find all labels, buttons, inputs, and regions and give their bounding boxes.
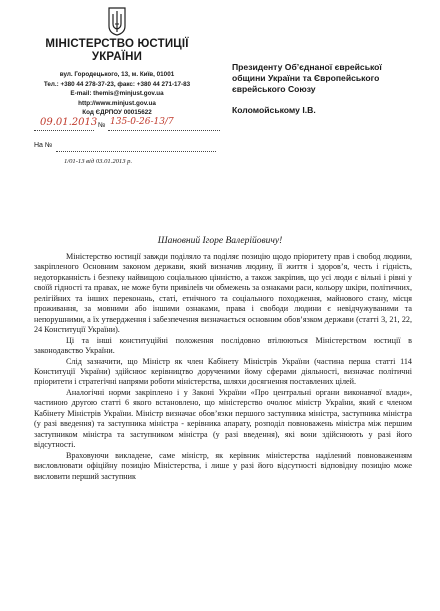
addressee-title-line: общини України та Європейського	[232, 73, 380, 83]
letterhead	[22, 6, 212, 118]
number-rule	[108, 130, 220, 131]
registration-date-number	[34, 117, 224, 134]
ministry-contacts	[22, 70, 212, 118]
number-label: №	[98, 122, 106, 129]
salutation: Шановний Ігоре Валерійовичу!	[157, 236, 283, 246]
ministry-email: E-mail: themis@minjust.gov.ua	[70, 90, 164, 98]
ministry-address: вул. Городецького, 13, м. Київ, 01001	[59, 71, 175, 78]
ministry-website: http://www.minjust.gov.ua	[78, 99, 156, 107]
addressee-title-line: Президенту Об’єднаної єврейської	[232, 62, 382, 72]
date-rule	[34, 130, 94, 131]
ministry-name: МІНІСТЕРСТВО ЮСТИЦІЇ УКРАЇНИ	[45, 38, 189, 63]
body-paragraph: Ці та інші конституційні положення послідовно втілюються Міністерством юстиції в законодавство України.	[34, 335, 412, 356]
ministry-edrpou-code: Код ЄДРПОУ 00015622	[82, 109, 152, 117]
reference-line	[34, 142, 224, 154]
body-paragraph: Міністерство юстиції завжди поділяло та поділяє позицію щодо пріоритету прав і свобод людини, закріпленого Основним законом держави, який визначив людину, її життя і здоров’я, честь і гідність, недоторканність і безпеку найвищою соціальною цінністю, а також закріпив, що усі люди є вільні і рівні у своїй гідності та правах, не може бути привілеїв чи обмежень за ознаками раси, кольору шкіри, політичних, релігійних та інших переконань, статі, етнічного та соціального походження, майнового стану, місця проживання, за мовними або іншими ознаками, права і свободи людини є невідчужуваними та непорушними, а їх утвердження і забезпечення визначається основним обов’язком держави (статті 3, 21, 22, 24 Конституції України).	[34, 252, 412, 335]
letter-body	[34, 252, 412, 482]
handwritten-number: 135-0-26-13/7	[110, 117, 174, 127]
reference-label: На №	[34, 142, 53, 149]
body-paragraph: Враховуючи викладене, саме міністр, як керівник міністерства наділений повноваженням висловлювати офіційну позицію Міністерства, і лише у разі його відсутності відповідну позицію може висловити перший заступник	[34, 450, 412, 481]
addressee-block	[232, 62, 422, 116]
reference-rule	[56, 151, 216, 152]
ministry-phones: Тел.: +380 44 278-37-23, факс: +380 44 271-17-83	[43, 80, 191, 88]
outgoing-reference: 1/01-13 від 03.01.2013 р.	[64, 158, 133, 165]
addressee-title-line: єврейського Союзу	[232, 84, 316, 94]
body-paragraph: Аналогічні норми закріплено і у Законі України «Про центральні органи виконавчої влади», частиною другою статті 6 якого встановлено, що міністерство очолює міністр України, який є членом Кабінету Міністрів України. Міністр визначає обов’язки першого заступника міністра, заступника міністра (у разі введення) та заступника міністра - керівника апарату, розподіл повноважень міністра між першим заступником міністра та заступником міністра (у разі введення), які вони здійснюють у разі його відсутності.	[34, 387, 412, 450]
addressee-name: Коломойському І.В.	[232, 105, 316, 115]
trident-coat-of-arms-icon	[107, 6, 127, 36]
body-paragraph: Слід зазначити, що Міністр як член Кабінету Міністрів України (частина перша статті 114 Конституції України) здійснює керівництво дорученими йому сферами діяльності, визначає політичні пріоритети і стратегічні напрями роботи міністерства, шляхи досягнення поставлених цілей.	[34, 356, 412, 387]
handwritten-date: 09.01.2013	[40, 117, 98, 128]
